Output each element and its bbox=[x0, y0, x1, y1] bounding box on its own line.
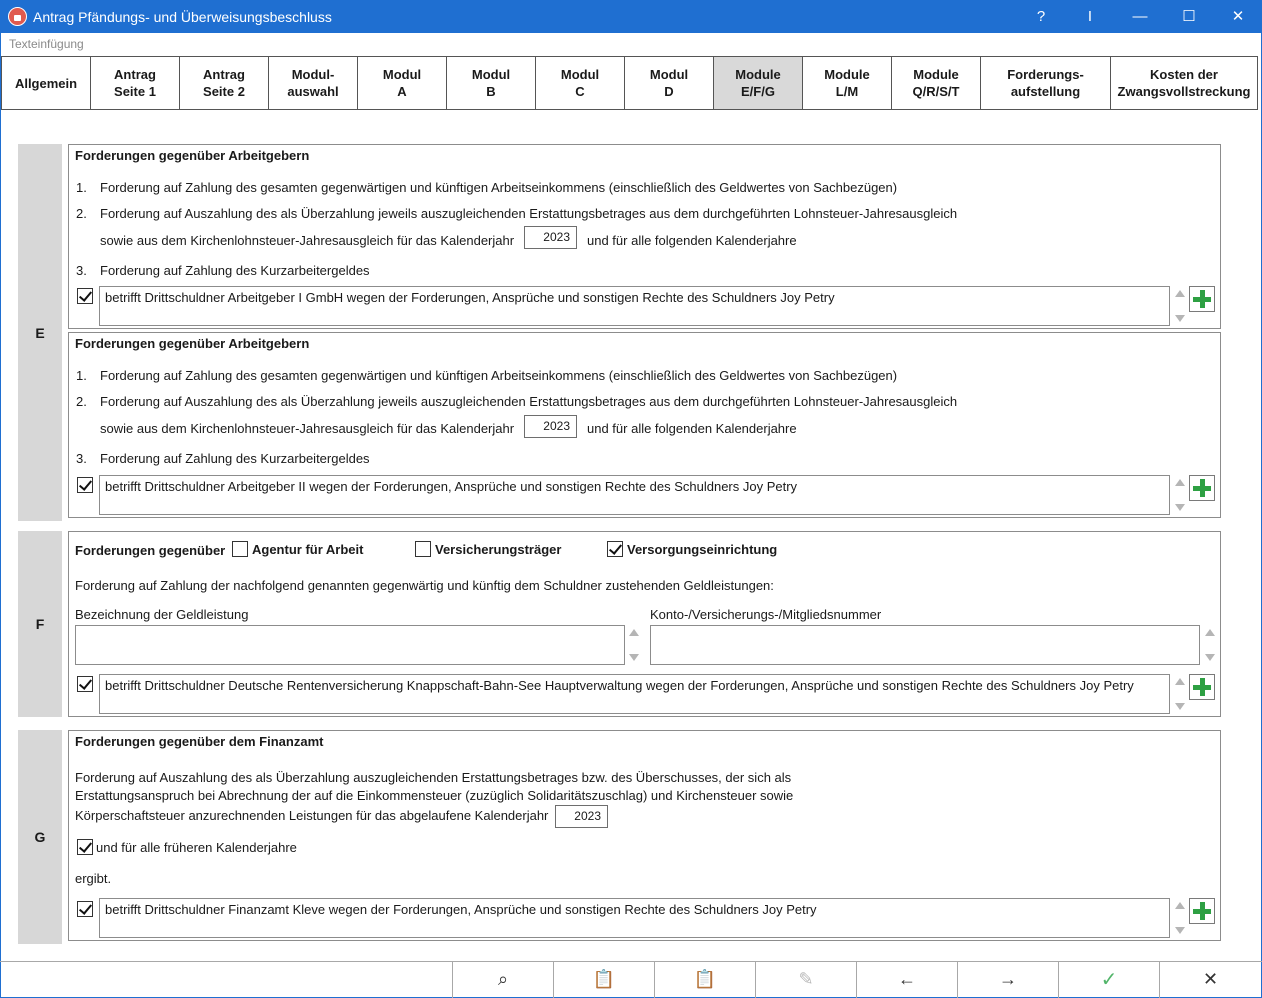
tab-modul-d[interactable]: Modul D bbox=[624, 56, 714, 110]
employer-claims-panel-1 bbox=[68, 144, 1221, 329]
employer-claims-panel-2 bbox=[68, 332, 1221, 518]
text-cursor-icon: I bbox=[1087, 8, 1093, 25]
tax-year-input[interactable]: 2023 bbox=[555, 805, 608, 828]
tab-forderungsaufstellung[interactable]: Forderungs- aufstellung bbox=[980, 56, 1111, 110]
tab-modulauswahl[interactable]: Modul- auswahl bbox=[268, 56, 358, 110]
scroll-down-icon[interactable] bbox=[1205, 654, 1215, 661]
help-button[interactable]: ? bbox=[1036, 8, 1046, 25]
agentur-label: Agentur für Arbeit bbox=[252, 542, 364, 557]
scroll-up-icon[interactable] bbox=[1175, 290, 1185, 297]
forward-arrow-icon[interactable]: → bbox=[957, 961, 1058, 998]
item-number: 2. bbox=[76, 206, 87, 221]
claim-item-1: Forderung auf Zahlung des gesamten gegenwärtigen und künftigen Arbeitseinkommens (einschließlich des Geldwertes von Sachbezügen) bbox=[100, 368, 898, 383]
tax-description-line-3: Körperschaftsteuer anzurechnenden Leistungen für das abgelaufene Kalenderjahr bbox=[75, 808, 549, 823]
agentur-checkbox[interactable] bbox=[232, 541, 248, 557]
scroll-up-icon[interactable] bbox=[1175, 678, 1185, 685]
tax-description-line-1: Forderung auf Auszahlung des als Überzahlung auszugleichenden Erstattungsbetrages bzw. des Überschusses, der sich als bbox=[75, 770, 792, 785]
panel-title: Forderungen gegenüber Arbeitgebern bbox=[75, 148, 310, 163]
third-party-debtor-checkbox[interactable] bbox=[77, 901, 93, 917]
versicherungstraeger-label: Versicherungsträger bbox=[435, 542, 562, 557]
app-lock-icon bbox=[8, 7, 27, 26]
benefit-name-input[interactable] bbox=[75, 625, 625, 665]
scroll-down-icon[interactable] bbox=[1175, 703, 1185, 710]
scroll-down-icon[interactable] bbox=[1175, 315, 1185, 322]
scroll-up-icon[interactable] bbox=[1175, 902, 1185, 909]
claim-item-2-cont: sowie aus dem Kirchenlohnsteuer-Jahresausgleich für das Kalenderjahr bbox=[100, 421, 515, 436]
section-letter-e: E bbox=[18, 144, 62, 521]
scroll-down-icon[interactable] bbox=[629, 654, 639, 661]
add-plus-icon[interactable] bbox=[1189, 898, 1215, 924]
window-title: Antrag Pfändungs- und Überweisungsbeschluss bbox=[33, 9, 332, 25]
edit-icon[interactable]: ✎ bbox=[755, 961, 856, 998]
tab-module-efg[interactable]: Module E/F/G bbox=[713, 56, 803, 110]
bottom-toolbar bbox=[452, 961, 1261, 998]
maximize-button[interactable]: ☐ bbox=[1182, 8, 1196, 25]
versorgungseinrichtung-checkbox[interactable] bbox=[607, 541, 623, 557]
item-number: 2. bbox=[76, 394, 87, 409]
third-party-debtor-text[interactable]: betrifft Drittschuldner Finanzamt Kleve wegen der Forderungen, Ansprüche und sonstigen Rechte des Schuldners Joy Petry bbox=[99, 898, 1170, 938]
tab-kosten-zwangsvollstreckung[interactable]: Kosten der Zwangsvollstreckung bbox=[1110, 56, 1258, 110]
claim-item-2: Forderung auf Auszahlung des als Überzahlung jeweils auszugleichenden Erstattungsbetrages aus dem durchgeführten Lohnsteuer-Jahresausgleich bbox=[100, 206, 958, 221]
account-number-label: Konto-/Versicherungs-/Mitgliedsnummer bbox=[650, 607, 882, 622]
window-titlebar bbox=[0, 0, 1262, 33]
account-number-scrollbar[interactable] bbox=[1203, 625, 1217, 665]
clipboard-icon[interactable]: 📋 bbox=[553, 961, 654, 998]
cancel-close-icon[interactable]: ✕ bbox=[1159, 961, 1261, 998]
claim-item-2-suffix: und für alle folgenden Kalenderjahre bbox=[587, 233, 797, 248]
third-party-debtor-checkbox[interactable] bbox=[77, 477, 93, 493]
text-scrollbar[interactable] bbox=[1173, 674, 1187, 714]
tab-modul-a[interactable]: Modul A bbox=[357, 56, 447, 110]
earlier-years-checkbox[interactable] bbox=[77, 839, 93, 855]
add-plus-icon[interactable] bbox=[1189, 475, 1215, 501]
close-window-button[interactable]: ✕ bbox=[1231, 8, 1245, 25]
text-insertion-label: Texteinfügung bbox=[9, 37, 84, 51]
tab-module-qrst[interactable]: Module Q/R/S/T bbox=[891, 56, 981, 110]
claim-item-1: Forderung auf Zahlung des gesamten gegenwärtigen und künftigen Arbeitseinkommens (einschließlich des Geldwertes von Sachbezügen) bbox=[100, 180, 898, 195]
minimize-button[interactable]: — bbox=[1132, 8, 1148, 25]
clipboard-paste-icon[interactable]: 📋 bbox=[654, 961, 755, 998]
panel-title: Forderungen gegenüber dem Finanzamt bbox=[75, 734, 324, 749]
tab-modul-b[interactable]: Modul B bbox=[446, 56, 536, 110]
third-party-debtor-text[interactable]: betrifft Drittschuldner Deutsche Rentenversicherung Knappschaft-Bahn-See Hauptverwaltung wegen der Forderungen, Ansprüche und sonstigen Rechte des Schuldners Joy Petry bbox=[99, 674, 1170, 714]
scroll-down-icon[interactable] bbox=[1175, 927, 1185, 934]
account-number-input[interactable] bbox=[650, 625, 1200, 665]
tab-antrag-seite-1[interactable]: Antrag Seite 1 bbox=[90, 56, 180, 110]
versicherungstraeger-checkbox[interactable] bbox=[415, 541, 431, 557]
scroll-down-icon[interactable] bbox=[1175, 504, 1185, 511]
benefits-description: Forderung auf Zahlung der nachfolgend genannten gegenwärtig und künftig dem Schuldner zustehenden Geldleistungen: bbox=[75, 578, 774, 593]
add-plus-icon[interactable] bbox=[1189, 286, 1215, 312]
scroll-up-icon[interactable] bbox=[1175, 479, 1185, 486]
third-party-debtor-checkbox[interactable] bbox=[77, 676, 93, 692]
add-plus-icon[interactable] bbox=[1189, 674, 1215, 700]
claim-item-3: Forderung auf Zahlung des Kurzarbeitergeldes bbox=[100, 451, 370, 466]
tax-office-claims-panel bbox=[68, 730, 1221, 941]
section-letter-f: F bbox=[18, 531, 62, 717]
confirm-check-icon[interactable]: ✓ bbox=[1058, 961, 1159, 998]
panel-title: Forderungen gegenüber Arbeitgebern bbox=[75, 336, 310, 351]
third-party-debtor-text[interactable]: betrifft Drittschuldner Arbeitgeber II wegen der Forderungen, Ansprüche und sonstigen Rechte des Schuldners Joy Petry bbox=[99, 475, 1170, 515]
module-tabs bbox=[1, 56, 1257, 110]
search-icon[interactable]: ⌕ bbox=[452, 961, 553, 998]
text-scrollbar[interactable] bbox=[1173, 286, 1187, 326]
back-arrow-icon[interactable]: ← bbox=[856, 961, 957, 998]
panel-title: Forderungen gegenüber bbox=[75, 543, 226, 558]
item-number: 1. bbox=[76, 180, 87, 195]
benefit-name-scrollbar[interactable] bbox=[627, 625, 641, 665]
tab-antrag-seite-2[interactable]: Antrag Seite 2 bbox=[179, 56, 269, 110]
tax-description-line-2: Erstattungsanspruch bei Abrechnung der auf die Einkommensteuer (zuzüglich Solidaritätszuschlag) und Kirchensteuer sowie bbox=[75, 788, 794, 803]
tab-modul-c[interactable]: Modul C bbox=[535, 56, 625, 110]
section-letter-g: G bbox=[18, 730, 62, 944]
scroll-up-icon[interactable] bbox=[1205, 629, 1215, 636]
item-number: 3. bbox=[76, 263, 87, 278]
third-party-debtor-checkbox[interactable] bbox=[77, 288, 93, 304]
calendar-year-input[interactable]: 2023 bbox=[524, 415, 577, 438]
earlier-years-label: und für alle früheren Kalenderjahre bbox=[96, 840, 297, 855]
text-scrollbar[interactable] bbox=[1173, 475, 1187, 515]
benefit-name-label: Bezeichnung der Geldleistung bbox=[75, 607, 249, 622]
scroll-up-icon[interactable] bbox=[629, 629, 639, 636]
calendar-year-input[interactable]: 2023 bbox=[524, 226, 577, 249]
tab-allgemein[interactable]: Allgemein bbox=[1, 56, 91, 110]
claim-item-3: Forderung auf Zahlung des Kurzarbeitergeldes bbox=[100, 263, 370, 278]
claim-item-2: Forderung auf Auszahlung des als Überzahlung jeweils auszugleichenden Erstattungsbetrages aus dem durchgeführten Lohnsteuer-Jahresausgleich bbox=[100, 394, 958, 409]
third-party-debtor-text[interactable]: betrifft Drittschuldner Arbeitgeber I GmbH wegen der Forderungen, Ansprüche und sonstigen Rechte des Schuldners Joy Petry bbox=[99, 286, 1170, 326]
claim-item-2-cont: sowie aus dem Kirchenlohnsteuer-Jahresausgleich für das Kalenderjahr bbox=[100, 233, 515, 248]
tab-module-lm[interactable]: Module L/M bbox=[802, 56, 892, 110]
versorgungseinrichtung-label: Versorgungseinrichtung bbox=[627, 542, 778, 557]
ergibt-label: ergibt. bbox=[75, 871, 112, 886]
text-scrollbar[interactable] bbox=[1173, 898, 1187, 938]
item-number: 1. bbox=[76, 368, 87, 383]
item-number: 3. bbox=[76, 451, 87, 466]
claim-item-2-suffix: und für alle folgenden Kalenderjahre bbox=[587, 421, 797, 436]
benefits-claims-panel bbox=[68, 531, 1221, 717]
